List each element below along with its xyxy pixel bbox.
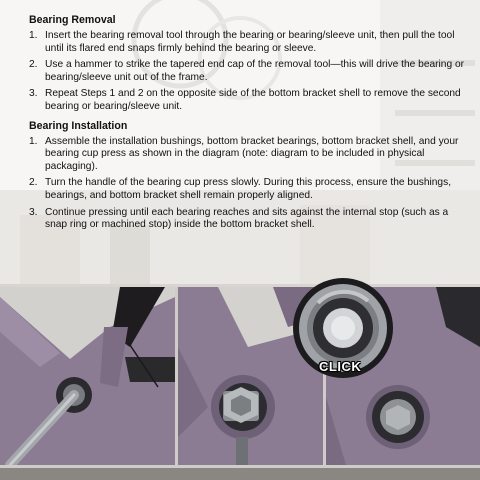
- step-text: Continue pressing until each bearing reaches and sits against the internal stop (such as a snap ring or machined stop) inside the bottom bracket shell.: [45, 206, 449, 231]
- step-number: 3.: [29, 206, 38, 218]
- list-item: [29, 207, 469, 232]
- list-item: [29, 136, 469, 174]
- list-item: [29, 88, 469, 113]
- photo-removal-tool: [0, 287, 175, 465]
- step-number: 1.: [29, 135, 38, 147]
- list-item: [29, 30, 469, 55]
- section-heading-removal: Bearing Removal: [29, 14, 116, 26]
- step-text: Repeat Steps 1 and 2 on the opposite side of the bottom bracket shell to remove the second bearing or bearing/sleeve unit.: [45, 88, 461, 112]
- photo-strip: [0, 287, 480, 480]
- footer-strip: [0, 468, 480, 480]
- list-item: [29, 177, 469, 202]
- removal-steps-list: [29, 30, 469, 114]
- step-text: Use a hammer to strike the tapered end cap of the removal tool—this will drive the bearing or bearing/sleeve unit out of the frame.: [45, 59, 465, 83]
- step-number: 3.: [29, 88, 38, 100]
- list-item: [29, 59, 469, 84]
- step-number: 1.: [29, 30, 38, 41]
- step-number: 2.: [29, 177, 38, 189]
- callout-label: CLICK: [319, 359, 362, 374]
- step-number: 2.: [29, 59, 38, 71]
- installation-steps-list: [29, 136, 469, 232]
- frame-illustration-1: [0, 287, 175, 465]
- step-text: Assemble the installation bushings, bottom bracket bearings, bottom bracket shell, and your bearing cup press as shown in the diagram (note: diagram to be included in physical packaging).: [45, 135, 459, 172]
- step-text: Insert the bearing removal tool through the bearing or bearing/sleeve unit, then pull the tool until its flared end snaps firmly behind the bearing or sleeve.: [45, 30, 455, 54]
- section-heading-installation: Bearing Installation: [29, 119, 128, 132]
- step-text: Turn the handle of the bearing cup press slowly. During this process, ensure the bushings, bearings, and bottom bracket shell remain properly aligned.: [45, 177, 452, 201]
